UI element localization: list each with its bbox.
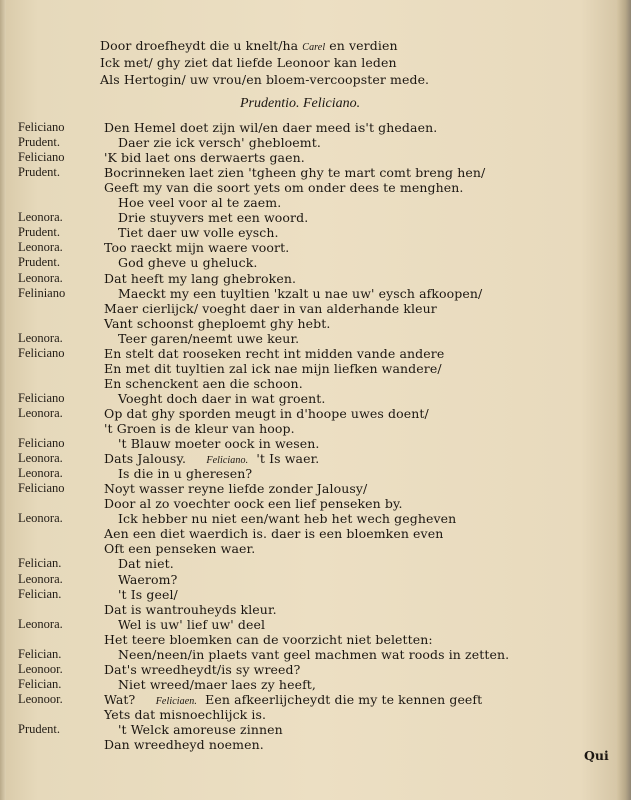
speaker-label: Felician. [18,676,62,691]
speaker-label: Leonora. [18,405,63,420]
dialogue-text: Wat? [104,691,136,707]
dialogue-line [118,135,321,150]
speaker-label: Prudent. [18,135,61,150]
dialogue-text: Ick hebber nu niet een/want heb het wech gegheven [118,511,457,527]
dialogue-line [118,331,299,346]
dialogue-text: Bocrinneken laet zien 'tgheen ghy te mart comt breng hen/ [104,165,486,181]
dialogue-text: En met dit tuyltien zal ick nae mijn liefken wandere/ [104,360,442,376]
dialogue-line [118,511,456,526]
opening-line-3: Als Hertogin/ uw vrou/en bloem-vercoopster mede. [100,72,430,87]
dialogue-line [104,316,330,331]
speaker-label: Prudent. [18,225,61,240]
dialogue-line [104,150,305,165]
dialogue-line [104,632,433,647]
dialogue-line [104,346,444,361]
dialogue-line [118,647,509,662]
dialogue-line [118,210,308,225]
dialogue-text: Noyt wasser reyne liefde zonder Jalousy/ [104,481,368,497]
speaker-label: Feliniano [18,285,66,300]
speaker-label: Leonora. [18,240,63,255]
dialogue-line [118,466,252,481]
speaker-label: Leonoor. [18,661,63,676]
dialogue-text: Maer cierlijck/ voeght daer in van alderhande kleur [104,300,437,316]
speaker-label: Leonora. [18,330,63,345]
dialogue-line [104,376,303,391]
dialogue-text: Niet wreed/maer laes zy heeft, [118,676,316,692]
dialogue-text: Dat is wantrouheyds kleur. [104,601,277,617]
dialogue-text: God gheve u gheluck. [118,255,258,271]
speaker-label: Leonora. [18,511,63,526]
speaker-label: Prudent. [18,165,61,180]
dialogue-text: Drie stuyvers met een woord. [118,210,309,226]
dialogue-text: Neen/neen/in plaets vant geel machmen wat roods in zetten. [118,646,510,662]
dialogue-text: Dats Jalousy. [104,451,187,467]
dialogue-text: 'K bid laet ons derwaerts gaen. [104,150,305,166]
speaker-label: Feliciano [18,345,65,360]
dialogue-line [118,587,178,602]
dialogue-line [104,271,296,286]
opening-line-2: Ick met/ ghy ziet dat liefde Leonoor kan leden [100,55,397,70]
dialogue-line [118,677,316,692]
speaker-label: Feliciano [18,120,65,134]
page-fore-edge [617,0,631,800]
speaker-label: Prudent. [18,722,61,736]
dialogue-text: Het teere bloemken can de voorzicht niet beletten: [104,631,433,647]
speaker-label: Leonora. [18,466,63,481]
dialogue-text-continued: 't Is waer. [256,451,320,467]
speaker-label: Feliciano [18,436,65,451]
catchword: Qui [584,748,609,763]
speaker-label: Felician. [18,556,62,571]
dialogue-text: Maeckt my een tuyltien 'kzalt u nae uw' eysch afkoopen/ [118,285,483,301]
dialogue-text: Oft een penseken waer. [104,541,256,557]
speaker-label: Leonora. [18,571,63,586]
dialogue-line [104,496,403,511]
dialogue-text: Tiet daer uw volle eysch. [118,225,279,241]
speaker-label: Leonora. [18,451,63,466]
dialogue-text: Dat heeft my lang ghebroken. [104,270,297,286]
dialogue-text-continued: Een afkeerlijcheydt die my te kennen geeft [205,691,483,707]
speaker-label: Leonora. [18,616,63,631]
dialogue-line [118,556,174,571]
dialogue-line [118,286,482,301]
dialogue-text: Dan wreedheyd noemen. [104,737,264,753]
dialogue-text: Daer zie ick versch' ghebloemt. [118,135,321,151]
dialogue-text: Den Hemel doet zijn wil/en daer meed is't ghedaen. [104,120,438,135]
scene-heading: Prudentio. Feliciano. [240,96,361,111]
speaker-label: Feliciano [18,481,65,496]
dialogue-line [104,707,266,722]
dialogue-text: 't Blauw moeter oock in wesen. [118,436,320,452]
dialogue-text: Door al zo voechter oock een lief penseken by. [104,496,403,512]
dialogue-line [118,617,265,632]
dialogue-line [104,526,443,541]
speaker-label: Leonora. [18,210,63,225]
speaker-label: Feliciano [18,390,65,405]
dialogue-line [118,195,281,210]
dialogue-line [104,421,295,436]
dialogue-text: Is die in u gheresen? [118,466,253,482]
inline-name-carel: Carel [302,42,326,53]
dialogue-line [104,541,255,556]
dialogue-text: Wel is uw' lief uw' deel [118,616,266,632]
dialogue-text: 't Welck amoreuse zinnen [118,722,283,737]
dialogue-text: Aen een diet waerdich is. daer is een bloemken even [104,526,444,542]
dialogue-line [118,255,257,270]
dialogue-line [104,165,485,180]
dialogue-line [104,662,300,677]
speaker-label: Felician. [18,586,62,601]
dialogue-line [104,180,463,195]
speaker-label: Felician. [18,646,62,661]
speaker-label: Feliciano [18,150,65,165]
dialogue-line [104,120,437,135]
dialogue-line [118,225,279,240]
dialogue-text: Dat niet. [118,556,174,572]
dialogue-text: Too raeckt mijn waere voort. [104,240,290,256]
dialogue-line [118,436,320,451]
dialogue-text: Hoe veel voor al te zaem. [118,195,282,211]
dialogue-text: Yets dat misnoechlijck is. [104,706,267,722]
dialogue-text: 't Groen is de kleur van hoop. [104,421,295,436]
dialogue-text: 't Is geel/ [118,586,178,602]
inline-speaker-label: Feliciaen. [155,695,197,707]
dialogue-text: Geeft my van die soort yets om onder dees te menghen. [104,180,464,196]
dialogue-line [104,361,442,376]
dialogue-line [104,481,367,496]
page-gutter-edge [0,0,6,800]
speaker-label: Leonora. [18,270,63,285]
dialogue-text: Dat's wreedheydt/is sy wreed? [104,661,301,677]
speaker-label: Leonoor. [18,691,63,706]
dialogue-text: Vant schoonst gheploemt ghy hebt. [104,315,331,331]
dialogue-text: Teer garen/neemt uwe keur. [118,330,300,346]
dialogue-line [104,602,277,617]
dialogue-line [118,722,283,737]
dialogue-text: Waerom? [118,571,178,587]
opening-line-1: Door droefheydt die u knelt/ha Carel en verdien [100,38,398,53]
inline-speaker-label: Feliciano. [206,455,249,467]
dialogue-line [104,240,289,255]
dialogue-line [118,572,177,587]
dialogue-text: En stelt dat rooseken recht int midden vande andere [104,345,445,361]
dialogue-line [104,301,437,316]
dialogue-line [104,406,429,421]
dialogue-line [118,391,325,406]
dialogue-text: Voeght doch daer in wat groent. [118,390,326,406]
dialogue-text: Op dat ghy sporden meugt in d'hoope uwes doent/ [104,405,429,421]
speaker-label: Prudent. [18,255,61,270]
dialogue-text: En schenckent aen die schoon. [104,375,303,391]
dialogue-line [104,737,264,752]
